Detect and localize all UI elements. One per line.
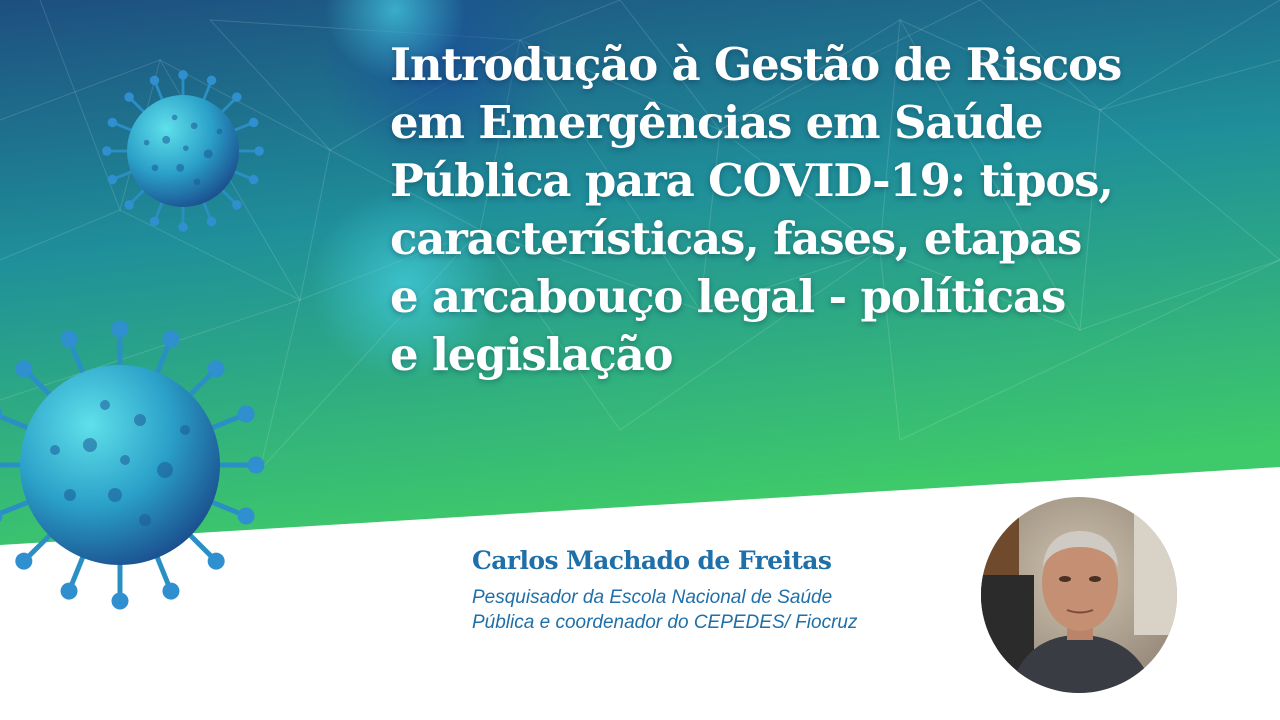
author-block	[472, 546, 952, 635]
title-line: e legislação	[390, 328, 673, 381]
page-title	[390, 36, 1270, 384]
author-role-line: Pública e coordenador do CEPEDES/ Fiocruz	[472, 612, 858, 633]
title-line: Pública para COVID-19: tipos,	[390, 154, 1113, 207]
virus-icon	[102, 70, 264, 232]
title-line: Introdução à Gestão de Riscos	[390, 38, 1122, 91]
title-line: e arcabouço legal - políticas	[390, 270, 1066, 323]
author-role-line: Pesquisador da Escola Nacional de Saúde	[472, 587, 833, 608]
title-line: características, fases, etapas	[390, 212, 1082, 265]
title-line: em Emergências em Saúde	[390, 96, 1043, 149]
author-role	[472, 585, 952, 635]
avatar-photo	[979, 495, 1179, 695]
author-name: Carlos Machado de Freitas	[472, 546, 832, 575]
